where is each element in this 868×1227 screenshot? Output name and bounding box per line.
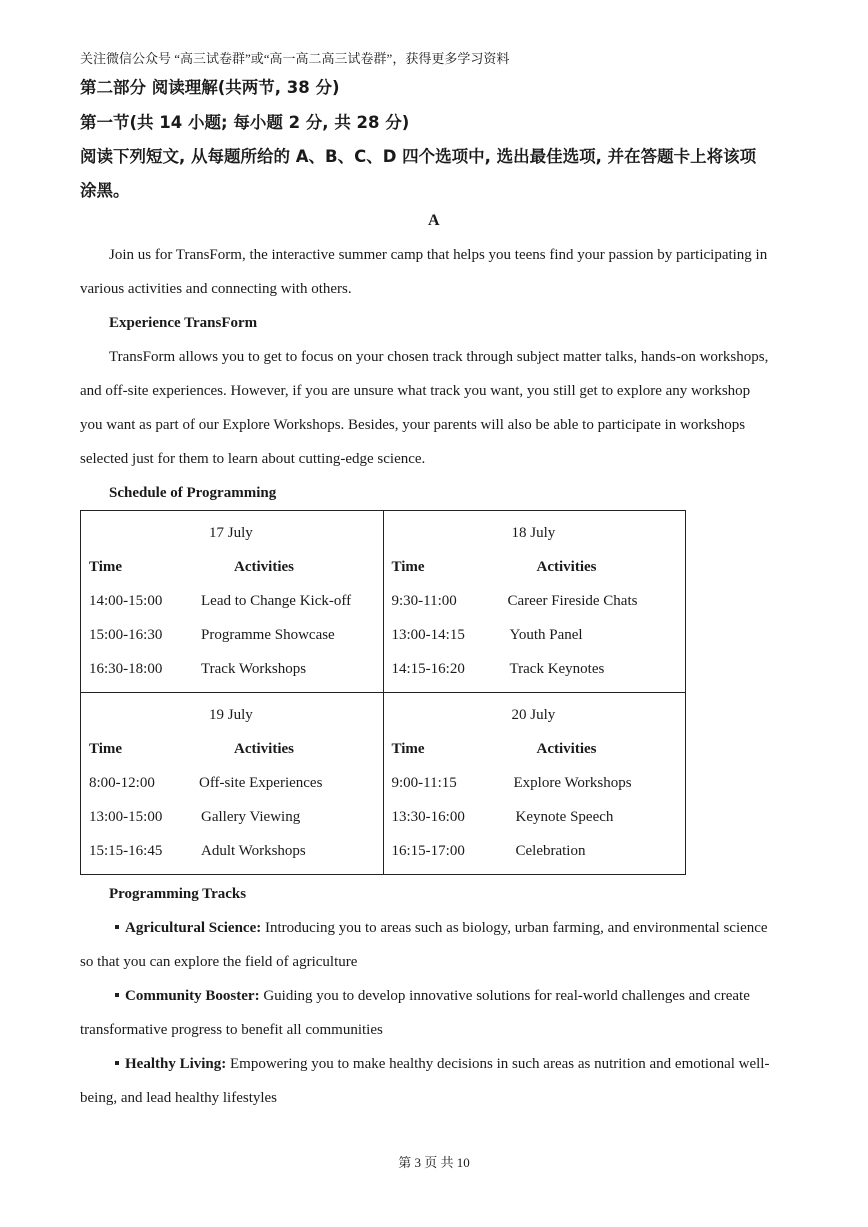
activities-header: Activities bbox=[234, 559, 294, 575]
row-activity: Adult Workshops bbox=[201, 843, 306, 859]
row-time: 9:00-11:15 bbox=[391, 775, 457, 791]
page-footer: 第 3 页 共 10 bbox=[398, 1155, 470, 1170]
time-header: Time bbox=[391, 559, 425, 575]
row-activity: Off-site Experiences bbox=[199, 775, 323, 791]
row-activity: Gallery Viewing bbox=[201, 809, 301, 825]
experience-heading: Experience TransForm bbox=[109, 315, 258, 331]
row-activity: Programme Showcase bbox=[201, 627, 335, 643]
bullet-icon bbox=[115, 993, 119, 997]
activities-header: Activities bbox=[536, 741, 597, 757]
row-time: 13:30-16:00 bbox=[391, 809, 465, 825]
experience-line-4: selected just for them to learn about cutting-edge science. bbox=[80, 451, 426, 467]
row-activity: Lead to Change Kick-off bbox=[201, 593, 352, 609]
schedule-row bbox=[81, 593, 383, 627]
row-time: 16:30-18:00 bbox=[89, 661, 163, 677]
track-name: Community Booster: bbox=[125, 988, 260, 1004]
intro-line-2: various activities and connecting with others. bbox=[80, 281, 352, 297]
day-date: 18 July bbox=[511, 525, 556, 541]
row-time: 15:00-16:30 bbox=[89, 627, 163, 643]
row-time: 14:15-16:20 bbox=[391, 661, 465, 677]
schedule-row bbox=[384, 775, 686, 809]
track-desc-cont: transformative progress to benefit all communities bbox=[80, 1022, 383, 1038]
row-time: 8:00-12:00 bbox=[89, 775, 155, 791]
day-date: 20 July bbox=[511, 707, 556, 723]
schedule-row bbox=[384, 809, 686, 843]
schedule-heading: Schedule of Programming bbox=[109, 485, 277, 501]
schedule-row bbox=[384, 661, 686, 695]
schedule-day-19-july bbox=[81, 693, 384, 875]
row-activity: Celebration bbox=[515, 843, 586, 859]
schedule-row bbox=[81, 809, 383, 843]
track-desc-cont: being, and lead healthy lifestyles bbox=[80, 1090, 278, 1106]
row-activity: Track Keynotes bbox=[509, 661, 605, 677]
schedule-row bbox=[81, 661, 383, 695]
header-note: 关注微信公众号 “高三试卷群”或“高一高二高三试卷群”，获得更多学习资料 bbox=[80, 51, 510, 66]
row-time: 15:15-16:45 bbox=[89, 843, 163, 859]
experience-line-2: and off-site experiences. However, if you are unsure what track you want, you still get to explore any workshop bbox=[80, 383, 751, 399]
schedule-day-18-july bbox=[383, 511, 686, 693]
track-desc: Empowering you to make healthy decisions in such areas as nutrition and emotional well- bbox=[226, 1056, 770, 1072]
row-time: 14:00-15:00 bbox=[89, 593, 163, 609]
row-activity: Track Workshops bbox=[201, 661, 307, 677]
passage-label: A bbox=[428, 212, 440, 229]
subsection-title: 第一节(共 14 小题; 每小题 2 分, 共 28 分) bbox=[80, 113, 410, 132]
activities-header: Activities bbox=[234, 741, 294, 757]
schedule-row bbox=[384, 843, 686, 877]
row-activity: Explore Workshops bbox=[513, 775, 632, 791]
instruction-line-2: 涂黑。 bbox=[80, 181, 130, 200]
schedule-row bbox=[81, 627, 383, 661]
time-header: Time bbox=[89, 559, 123, 575]
activities-header: Activities bbox=[536, 559, 597, 575]
day-date: 19 July bbox=[209, 707, 253, 723]
track-community-booster bbox=[115, 979, 750, 1013]
tracks-heading: Programming Tracks bbox=[109, 886, 247, 902]
time-header: Time bbox=[391, 741, 425, 757]
track-name: Agricultural Science: bbox=[125, 920, 262, 936]
time-header: Time bbox=[89, 741, 123, 757]
day-date: 17 July bbox=[209, 525, 253, 541]
track-desc: Introducing you to areas such as biology, urban farming, and environmental science bbox=[261, 920, 768, 936]
row-activity: Keynote Speech bbox=[515, 809, 614, 825]
track-healthy-living bbox=[115, 1047, 769, 1081]
schedule-row bbox=[81, 775, 383, 809]
schedule-row bbox=[384, 593, 686, 627]
track-desc: Guiding you to develop innovative solutions for real-world challenges and create bbox=[259, 988, 750, 1004]
schedule-day-17-july bbox=[81, 511, 384, 693]
instruction-line-1: 阅读下列短文, 从每题所给的 A、B、C、D 四个选项中, 选出最佳选项, 并在答题卡上将该项 bbox=[80, 147, 757, 166]
row-time: 13:00-14:15 bbox=[391, 627, 465, 643]
track-desc-cont: so that you can explore the field of agriculture bbox=[80, 954, 358, 970]
row-time: 16:15-17:00 bbox=[391, 843, 465, 859]
experience-line-3: you want as part of our Explore Workshops. Besides, your parents will also be able to participate in workshops bbox=[80, 417, 746, 433]
bullet-icon bbox=[115, 925, 119, 929]
bullet-icon bbox=[115, 1061, 119, 1065]
row-activity: Youth Panel bbox=[509, 627, 583, 643]
track-name: Healthy Living: bbox=[125, 1056, 227, 1072]
schedule-row bbox=[384, 627, 686, 661]
row-activity: Career Fireside Chats bbox=[507, 593, 638, 609]
schedule-table bbox=[80, 510, 686, 875]
track-agricultural-science bbox=[115, 911, 768, 945]
schedule-row bbox=[81, 843, 383, 877]
section-title: 第二部分 阅读理解(共两节, 38 分) bbox=[80, 78, 340, 97]
experience-line-1: TransForm allows you to get to focus on your chosen track through subject matter talks, hands-on workshops, bbox=[109, 349, 769, 365]
row-time: 13:00-15:00 bbox=[89, 809, 163, 825]
row-time: 9:30-11:00 bbox=[391, 593, 457, 609]
schedule-day-20-july bbox=[383, 693, 686, 875]
intro-line-1: Join us for TransForm, the interactive summer camp that helps you teens find your passion by participating in bbox=[109, 247, 768, 263]
